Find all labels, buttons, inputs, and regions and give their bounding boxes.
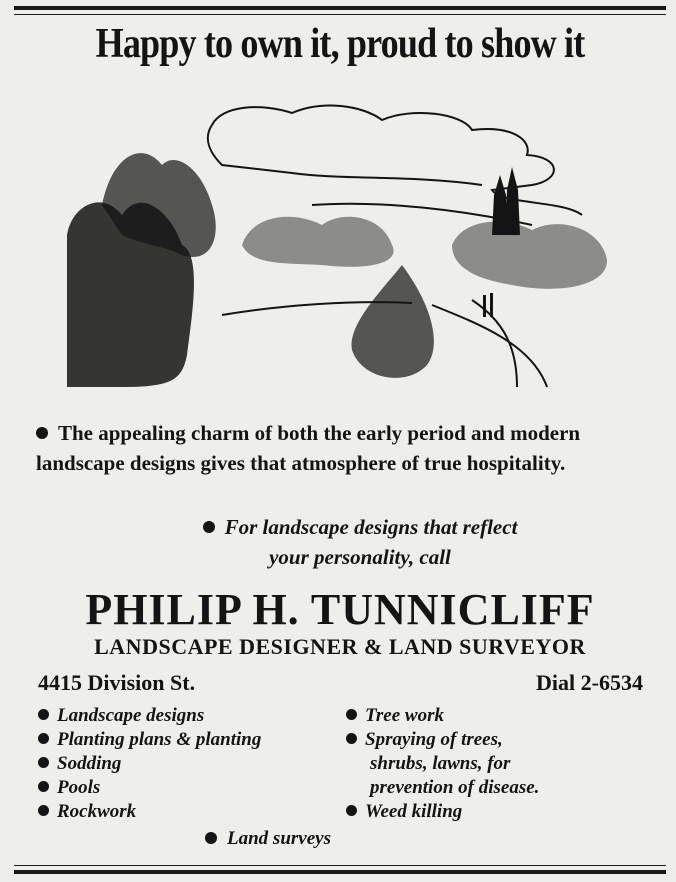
call-to-action — [100, 512, 620, 572]
headline: Happy to own it, proud to show it — [95, 21, 585, 67]
road-left-edge — [432, 305, 547, 387]
intro-text: The appealing charm of both the early period and modern landscape designs gives that atmosphere of true hospitality. — [36, 421, 581, 475]
service-item: Landscape designs — [38, 704, 261, 728]
service-item-continuation: shrubs, lawns, for — [370, 753, 511, 774]
bullet-icon — [346, 805, 357, 816]
road-right-edge — [472, 300, 517, 387]
bullet-icon — [36, 427, 48, 439]
bullet-icon — [38, 805, 49, 816]
distant-shrubs — [242, 217, 394, 267]
bottom-border-thick — [14, 870, 666, 874]
bullet-icon — [205, 832, 217, 844]
figure-left — [483, 295, 486, 317]
intro-paragraph — [36, 418, 651, 478]
landscape-illustration — [62, 95, 610, 395]
bullet-icon — [38, 709, 49, 720]
bullet-icon — [203, 521, 215, 533]
bullet-icon — [38, 733, 49, 744]
services-list-left — [38, 704, 261, 824]
top-border-thick — [14, 6, 666, 10]
figure-right — [490, 293, 493, 317]
service-item: Planting plans & planting — [38, 728, 261, 752]
right-shrubs — [452, 222, 607, 289]
services-list-right — [346, 704, 539, 824]
cta-line-1: For landscape designs that reflect — [224, 515, 518, 539]
business-name: PHILIP H. TUNNICLIFF — [85, 585, 595, 634]
service-item: Sodding — [38, 752, 261, 776]
bullet-icon — [38, 757, 49, 768]
service-land-surveys: Land surveys — [205, 828, 331, 850]
bullet-icon — [346, 709, 357, 720]
cta-line-2: your personality, call — [269, 545, 451, 569]
bottom-border-thin — [14, 865, 666, 866]
cone-shrub — [352, 265, 434, 378]
top-border-thin — [14, 14, 666, 15]
bullet-icon — [346, 733, 357, 744]
service-item-continuation: prevention of disease. — [370, 777, 540, 798]
service-item: Weed killing — [346, 800, 539, 824]
cloud-outline — [212, 106, 582, 215]
business-title: LANDSCAPE DESIGNER & LAND SURVEYOR — [94, 634, 586, 659]
service-item: Rockwork — [38, 800, 261, 824]
cypress-trees — [492, 167, 520, 235]
service-item: Pools — [38, 776, 261, 800]
service-item: Spraying of trees, — [346, 728, 539, 752]
service-item: Tree work — [346, 704, 539, 728]
business-phone: Dial 2-6534 — [536, 670, 643, 695]
business-address: 4415 Division St. — [38, 670, 196, 695]
cloud-base — [208, 125, 482, 185]
bullet-icon — [38, 781, 49, 792]
